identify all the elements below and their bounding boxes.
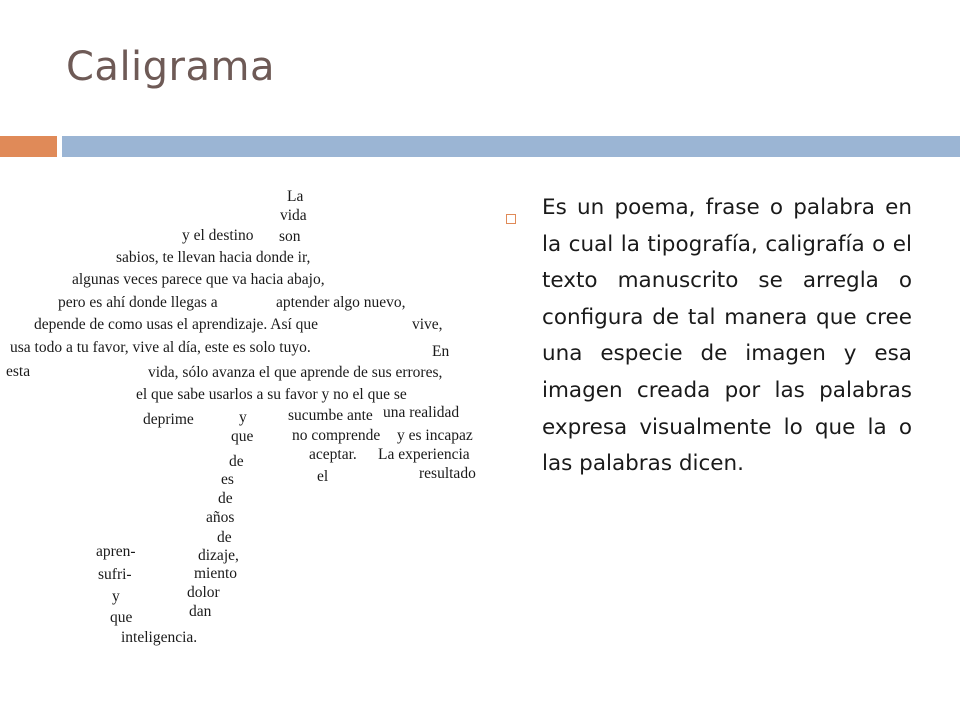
poem-line: La experiencia: [378, 446, 470, 463]
hollow-square-bullet-icon: [506, 214, 516, 224]
poem-line: usa todo a tu favor, vive al día, este es solo tuyo.: [10, 339, 311, 356]
header-accent-bar: [0, 136, 57, 157]
poem-line: apren-: [96, 543, 136, 560]
poem-line: y: [239, 409, 247, 426]
poem-line: y es incapaz: [397, 427, 473, 444]
poem-line: resultado: [419, 465, 476, 482]
slide-title: Caligrama: [66, 44, 275, 90]
poem-line: vive,: [412, 316, 443, 333]
poem-line: inteligencia.: [121, 629, 198, 646]
poem-line: el: [317, 468, 329, 485]
poem-line: depende de como usas el aprendizaje. Así que: [34, 316, 319, 333]
poem-line: y el destino: [182, 227, 254, 244]
definition-text: Es un poema, frase o palabra en la cual la tipografía, caligrafía o el texto manuscrito se arregla o configura de tal manera que cree una especie de imagen y esa imagen creada por las palabras expresa visualmente lo que la o las palabras dicen.: [542, 195, 912, 477]
header-divider-bar: [62, 136, 960, 157]
poem-line: años: [206, 509, 235, 526]
poem-line: sabios, te llevan hacia donde ir,: [116, 249, 311, 266]
poem-line: algunas veces parece que va hacia abajo,: [72, 271, 325, 288]
poem-line: aceptar.: [309, 446, 357, 463]
poem-line: de: [217, 529, 232, 546]
poem-line: y: [112, 588, 120, 605]
poem-line: de: [218, 490, 233, 507]
poem-line: de: [229, 453, 244, 470]
poem-line: que: [231, 428, 254, 445]
poem-line: esta: [6, 363, 31, 380]
poem-line: son: [279, 228, 301, 245]
poem-line: deprime: [143, 411, 194, 428]
poem-line: aptender algo nuevo,: [276, 294, 406, 311]
poem-line: dan: [189, 603, 212, 620]
poem-line: pero es ahí donde llegas a: [58, 294, 218, 311]
poem-line: sucumbe ante: [288, 407, 373, 424]
poem-line: dizaje,: [198, 547, 239, 564]
poem-line: el que sabe usarlos a su favor y no el que se: [136, 386, 407, 403]
poem-line: miento: [194, 565, 238, 582]
poem-line: es: [221, 471, 234, 488]
poem-line: vida, sólo avanza el que aprende de sus errores,: [148, 364, 443, 381]
poem-line: En: [432, 343, 450, 360]
poem-line: no comprende: [292, 427, 381, 444]
poem-line: dolor: [187, 584, 220, 601]
poem-line: La: [287, 188, 304, 205]
poem-line: que: [110, 609, 133, 626]
poem-line: sufri-: [98, 566, 132, 583]
poem-line: una realidad: [383, 404, 460, 421]
calligram-image: [0, 180, 500, 650]
poem-line: vida: [280, 207, 307, 224]
